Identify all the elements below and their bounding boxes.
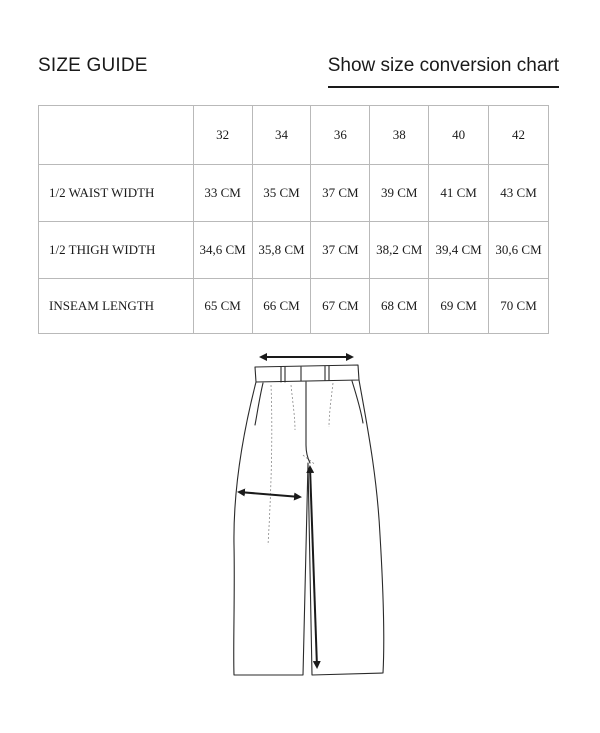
measurement-cell: 66 CM <box>252 279 311 334</box>
belt-loop <box>325 366 329 380</box>
pleat-line <box>268 385 272 545</box>
measurement-cell: 34,6 CM <box>193 222 252 279</box>
belt-loop <box>281 367 285 382</box>
measurement-cell: 67 CM <box>311 279 370 334</box>
measurement-cell: 43 CM <box>489 165 549 222</box>
table-row <box>39 222 549 279</box>
size-header: 36 <box>311 106 370 165</box>
measurement-cell: 39 CM <box>370 165 429 222</box>
size-header: 32 <box>193 106 252 165</box>
size-header: 40 <box>429 106 489 165</box>
page-title: SIZE GUIDE <box>38 55 148 76</box>
pleat-line <box>291 385 295 430</box>
size-header: 34 <box>252 106 311 165</box>
thigh-width-arrow <box>239 492 300 497</box>
header <box>0 0 600 95</box>
size-conversion-link[interactable]: Show size conversion chart <box>328 55 559 88</box>
trousers-illustration <box>215 345 395 685</box>
measurement-cell: 33 CM <box>193 165 252 222</box>
size-table <box>38 105 549 334</box>
trousers-diagram <box>215 345 395 685</box>
measurement-cell: 38,2 CM <box>370 222 429 279</box>
measurement-cell: 30,6 CM <box>489 222 549 279</box>
pleat-line <box>329 383 333 427</box>
waistband <box>255 365 359 382</box>
corner-cell <box>39 106 194 165</box>
row-label: 1/2 WAIST WIDTH <box>39 165 194 222</box>
measurement-cell: 35 CM <box>252 165 311 222</box>
measurement-cell: 69 CM <box>429 279 489 334</box>
table-row <box>39 165 549 222</box>
measurement-cell: 37 CM <box>311 165 370 222</box>
size-header-row <box>39 106 549 165</box>
measurement-cell: 37 CM <box>311 222 370 279</box>
measurement-cell: 70 CM <box>489 279 549 334</box>
table-row <box>39 279 549 334</box>
fly-seam <box>306 382 310 463</box>
measurement-cell: 39,4 CM <box>429 222 489 279</box>
measurement-cell: 68 CM <box>370 279 429 334</box>
measurement-cell: 41 CM <box>429 165 489 222</box>
measurement-cell: 35,8 CM <box>252 222 311 279</box>
trousers-outline <box>234 380 384 675</box>
row-label: INSEAM LENGTH <box>39 279 194 334</box>
measurement-cell: 65 CM <box>193 279 252 334</box>
size-header: 38 <box>370 106 429 165</box>
row-label: 1/2 THIGH WIDTH <box>39 222 194 279</box>
size-header: 42 <box>489 106 549 165</box>
